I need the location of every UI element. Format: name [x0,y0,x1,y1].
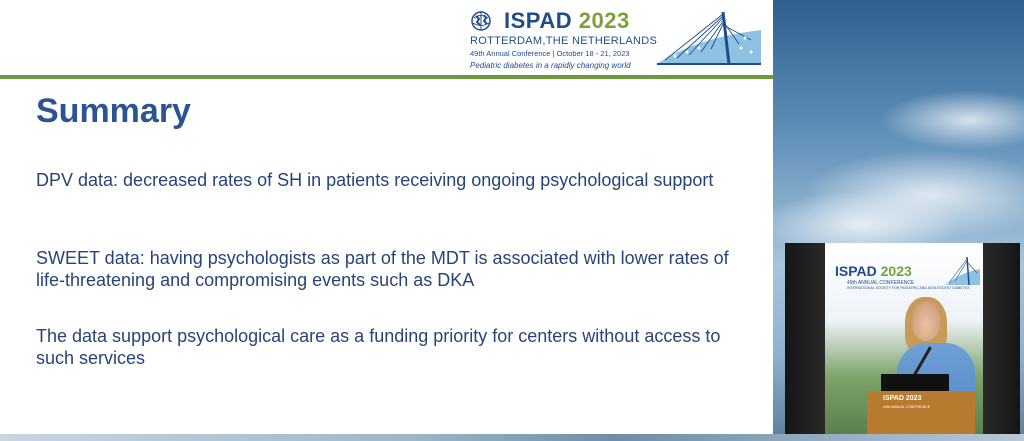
summary-point: DPV data: decreased rates of SH in patients receiving ongoing psychological support [36,170,714,190]
logo-name: ISPAD [504,8,573,33]
podium-logo: ISPAD 2023 [883,395,922,402]
summary-point: The data support psychological care as a funding priority for centers without access to such services [36,326,721,368]
stage-panel [785,243,825,435]
stage-subtitle: 49th ANNUAL CONFERENCE [847,280,915,286]
logo-year: 2023 [578,8,630,33]
conference-location: ROTTERDAM,THE NETHERLANDS [470,35,658,47]
stage-logo-year: 2023 [880,263,912,279]
stage-logo [835,263,912,279]
stage-logo-name: ISPAD [835,263,877,279]
bridge-icon [655,8,763,70]
slide-header [0,0,773,76]
stage-panel [983,243,1020,435]
stage-subtitle: INTERNATIONAL SOCIETY FOR PEDIATRIC AND ADOLESCENT DIABETES [847,286,970,290]
summary-point: SWEET data: having psychologists as part of the MDT is associated with lower rates of life-threatening and compromising events such as DKA [36,248,729,290]
conference-dates: 49th Annual Conference | October 18 - 21, 2023 [470,49,630,58]
podium-subtitle: 49th ANNUAL CONFERENCE [883,405,931,409]
speaker-face [911,301,941,341]
header-divider [0,75,773,79]
slide-title: Summary [36,92,191,130]
conference-tagline: Pediatric diabetes in a rapidly changing world [470,61,631,70]
bridge-icon [945,255,981,289]
sky-cloud [880,90,1024,150]
bottom-strip [0,434,1024,441]
globe-icon [470,10,500,32]
speaker-video [785,243,1020,435]
logo-title [504,8,630,34]
conference-logo [470,8,658,70]
